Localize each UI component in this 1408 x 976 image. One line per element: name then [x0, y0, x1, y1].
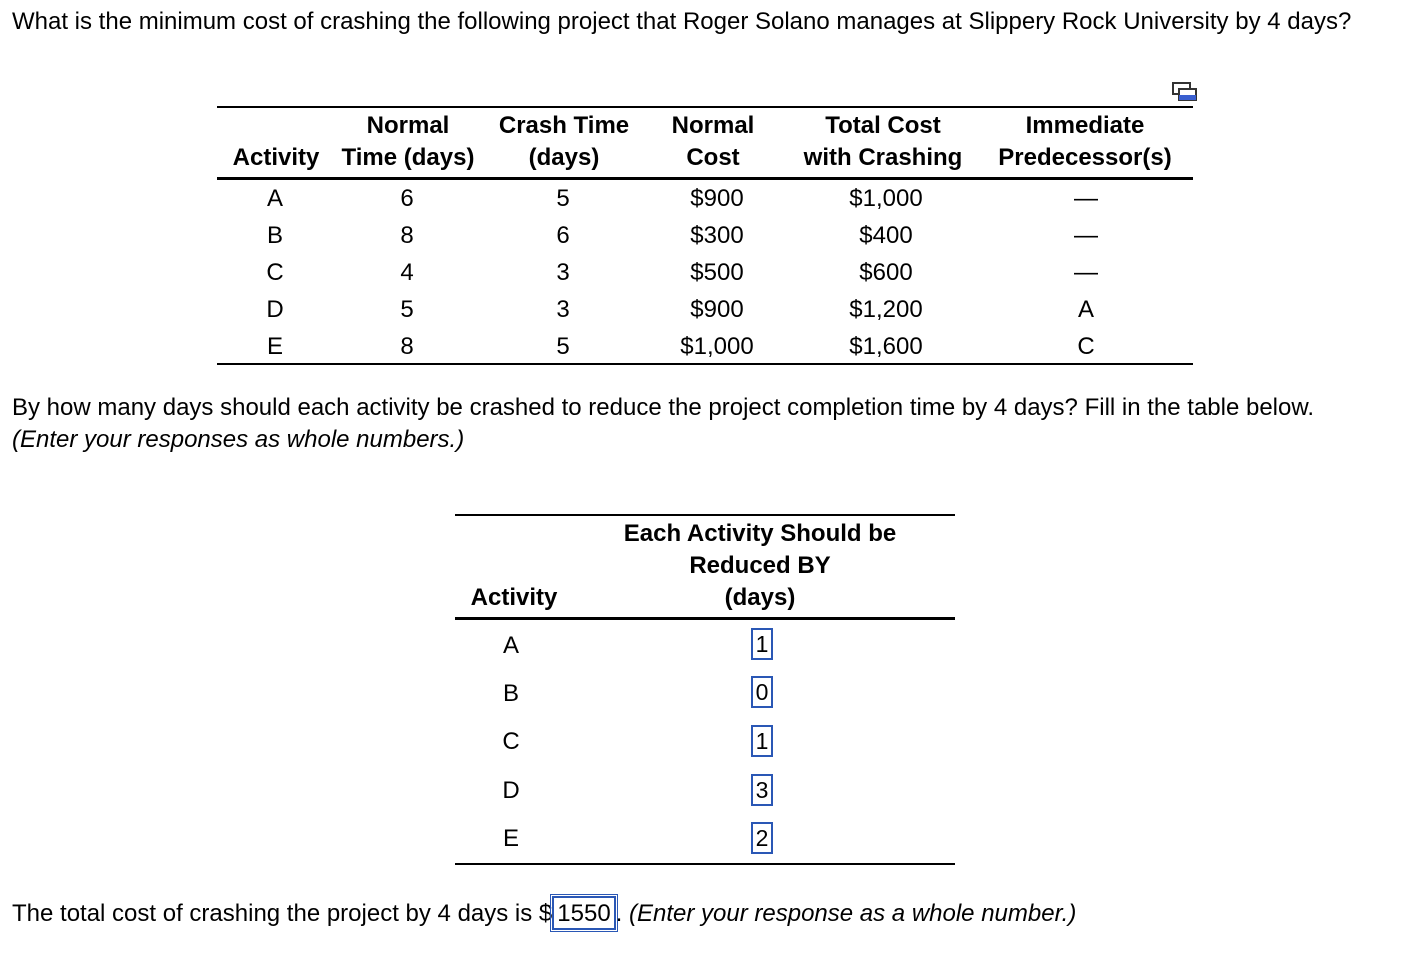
answer-activity-a: A [502, 632, 519, 659]
cell-crash-time: 6 [556, 222, 570, 249]
cell-normal-cost: $900 [690, 185, 744, 212]
answer-header-reduced-by: Each Activity Should be Reduced BY (days) [623, 520, 897, 611]
cell-crash-time: 5 [556, 185, 570, 212]
cell-normal-time: 8 [400, 333, 414, 360]
total-cost-prefix: The total cost of crashing the project by 4 days is $ [12, 900, 553, 927]
cell-activity: D [266, 296, 284, 323]
cell-crash-time: 5 [556, 333, 570, 360]
answer-activity-d: D [502, 777, 520, 804]
total-cost-hint: (Enter your response as a whole number.) [629, 900, 1077, 927]
instruction-body: By how many days should each activity be crashed to reduce the project completion time by 4 days? Fill in the table below. [12, 394, 1315, 421]
answer-input-e[interactable]: 2 [751, 822, 773, 854]
cell-normal-cost: $300 [690, 222, 744, 249]
instruction-hint: (Enter your responses as whole numbers.) [12, 426, 465, 453]
cell-normal-time: 4 [400, 259, 414, 286]
cell-predecessor: C [1077, 333, 1095, 360]
cell-predecessor: — [1074, 259, 1098, 286]
header-normal-cost: Normal Cost [671, 112, 755, 171]
question-text: What is the minimum cost of crashing the following project that Roger Solano manages at Slippery Rock University by 4 days? [12, 8, 1352, 35]
cell-total-cost: $600 [859, 259, 913, 286]
cell-crash-time: 3 [556, 259, 570, 286]
cell-normal-cost: $1,000 [680, 333, 754, 360]
cell-activity: A [266, 185, 283, 212]
cell-predecessor: A [1077, 296, 1094, 323]
answer-table-top-rule [455, 514, 955, 516]
cell-activity: C [266, 259, 284, 286]
cell-total-cost: $400 [859, 222, 913, 249]
header-activity: Activity [232, 144, 320, 171]
total-cost-suffix: . [615, 900, 623, 927]
answer-activity-c: C [502, 728, 520, 755]
cell-normal-cost: $500 [690, 259, 744, 286]
answer-input-c[interactable]: 1 [751, 725, 773, 757]
answer-activity-e: E [502, 825, 519, 852]
cell-total-cost: $1,000 [849, 185, 923, 212]
cell-normal-time: 6 [400, 185, 414, 212]
cell-activity: E [266, 333, 283, 360]
total-cost-line [12, 898, 1076, 930]
header-crash-time: Crash Time (days) [498, 112, 630, 171]
answer-input-a[interactable]: 1 [751, 628, 773, 660]
header-predecessors: Immediate Predecessor(s) [998, 112, 1172, 171]
cell-predecessor: — [1074, 185, 1098, 212]
answer-table-header-rule [455, 617, 955, 620]
cell-activity: B [266, 222, 283, 249]
cell-normal-time: 8 [400, 222, 414, 249]
answer-input-d[interactable]: 3 [751, 774, 773, 806]
cell-normal-cost: $900 [690, 296, 744, 323]
answer-table-bottom-rule [455, 863, 955, 865]
header-normal-time: Normal Time (days) [341, 112, 475, 171]
answer-header-activity: Activity [470, 584, 558, 611]
instruction-text [12, 392, 1397, 456]
answer-activity-b: B [502, 680, 519, 707]
answer-input-b[interactable]: 0 [751, 676, 773, 708]
cell-total-cost: $1,600 [849, 333, 923, 360]
total-cost-input[interactable]: 1550 [552, 896, 615, 930]
copy-icon[interactable] [1172, 80, 1198, 102]
cell-crash-time: 3 [556, 296, 570, 323]
cell-total-cost: $1,200 [849, 296, 923, 323]
header-total-cost: Total Cost with Crashing [803, 112, 963, 171]
cell-predecessor: — [1074, 222, 1098, 249]
table-top-rule [217, 106, 1193, 108]
cell-normal-time: 5 [400, 296, 414, 323]
table-bottom-rule [217, 363, 1193, 365]
